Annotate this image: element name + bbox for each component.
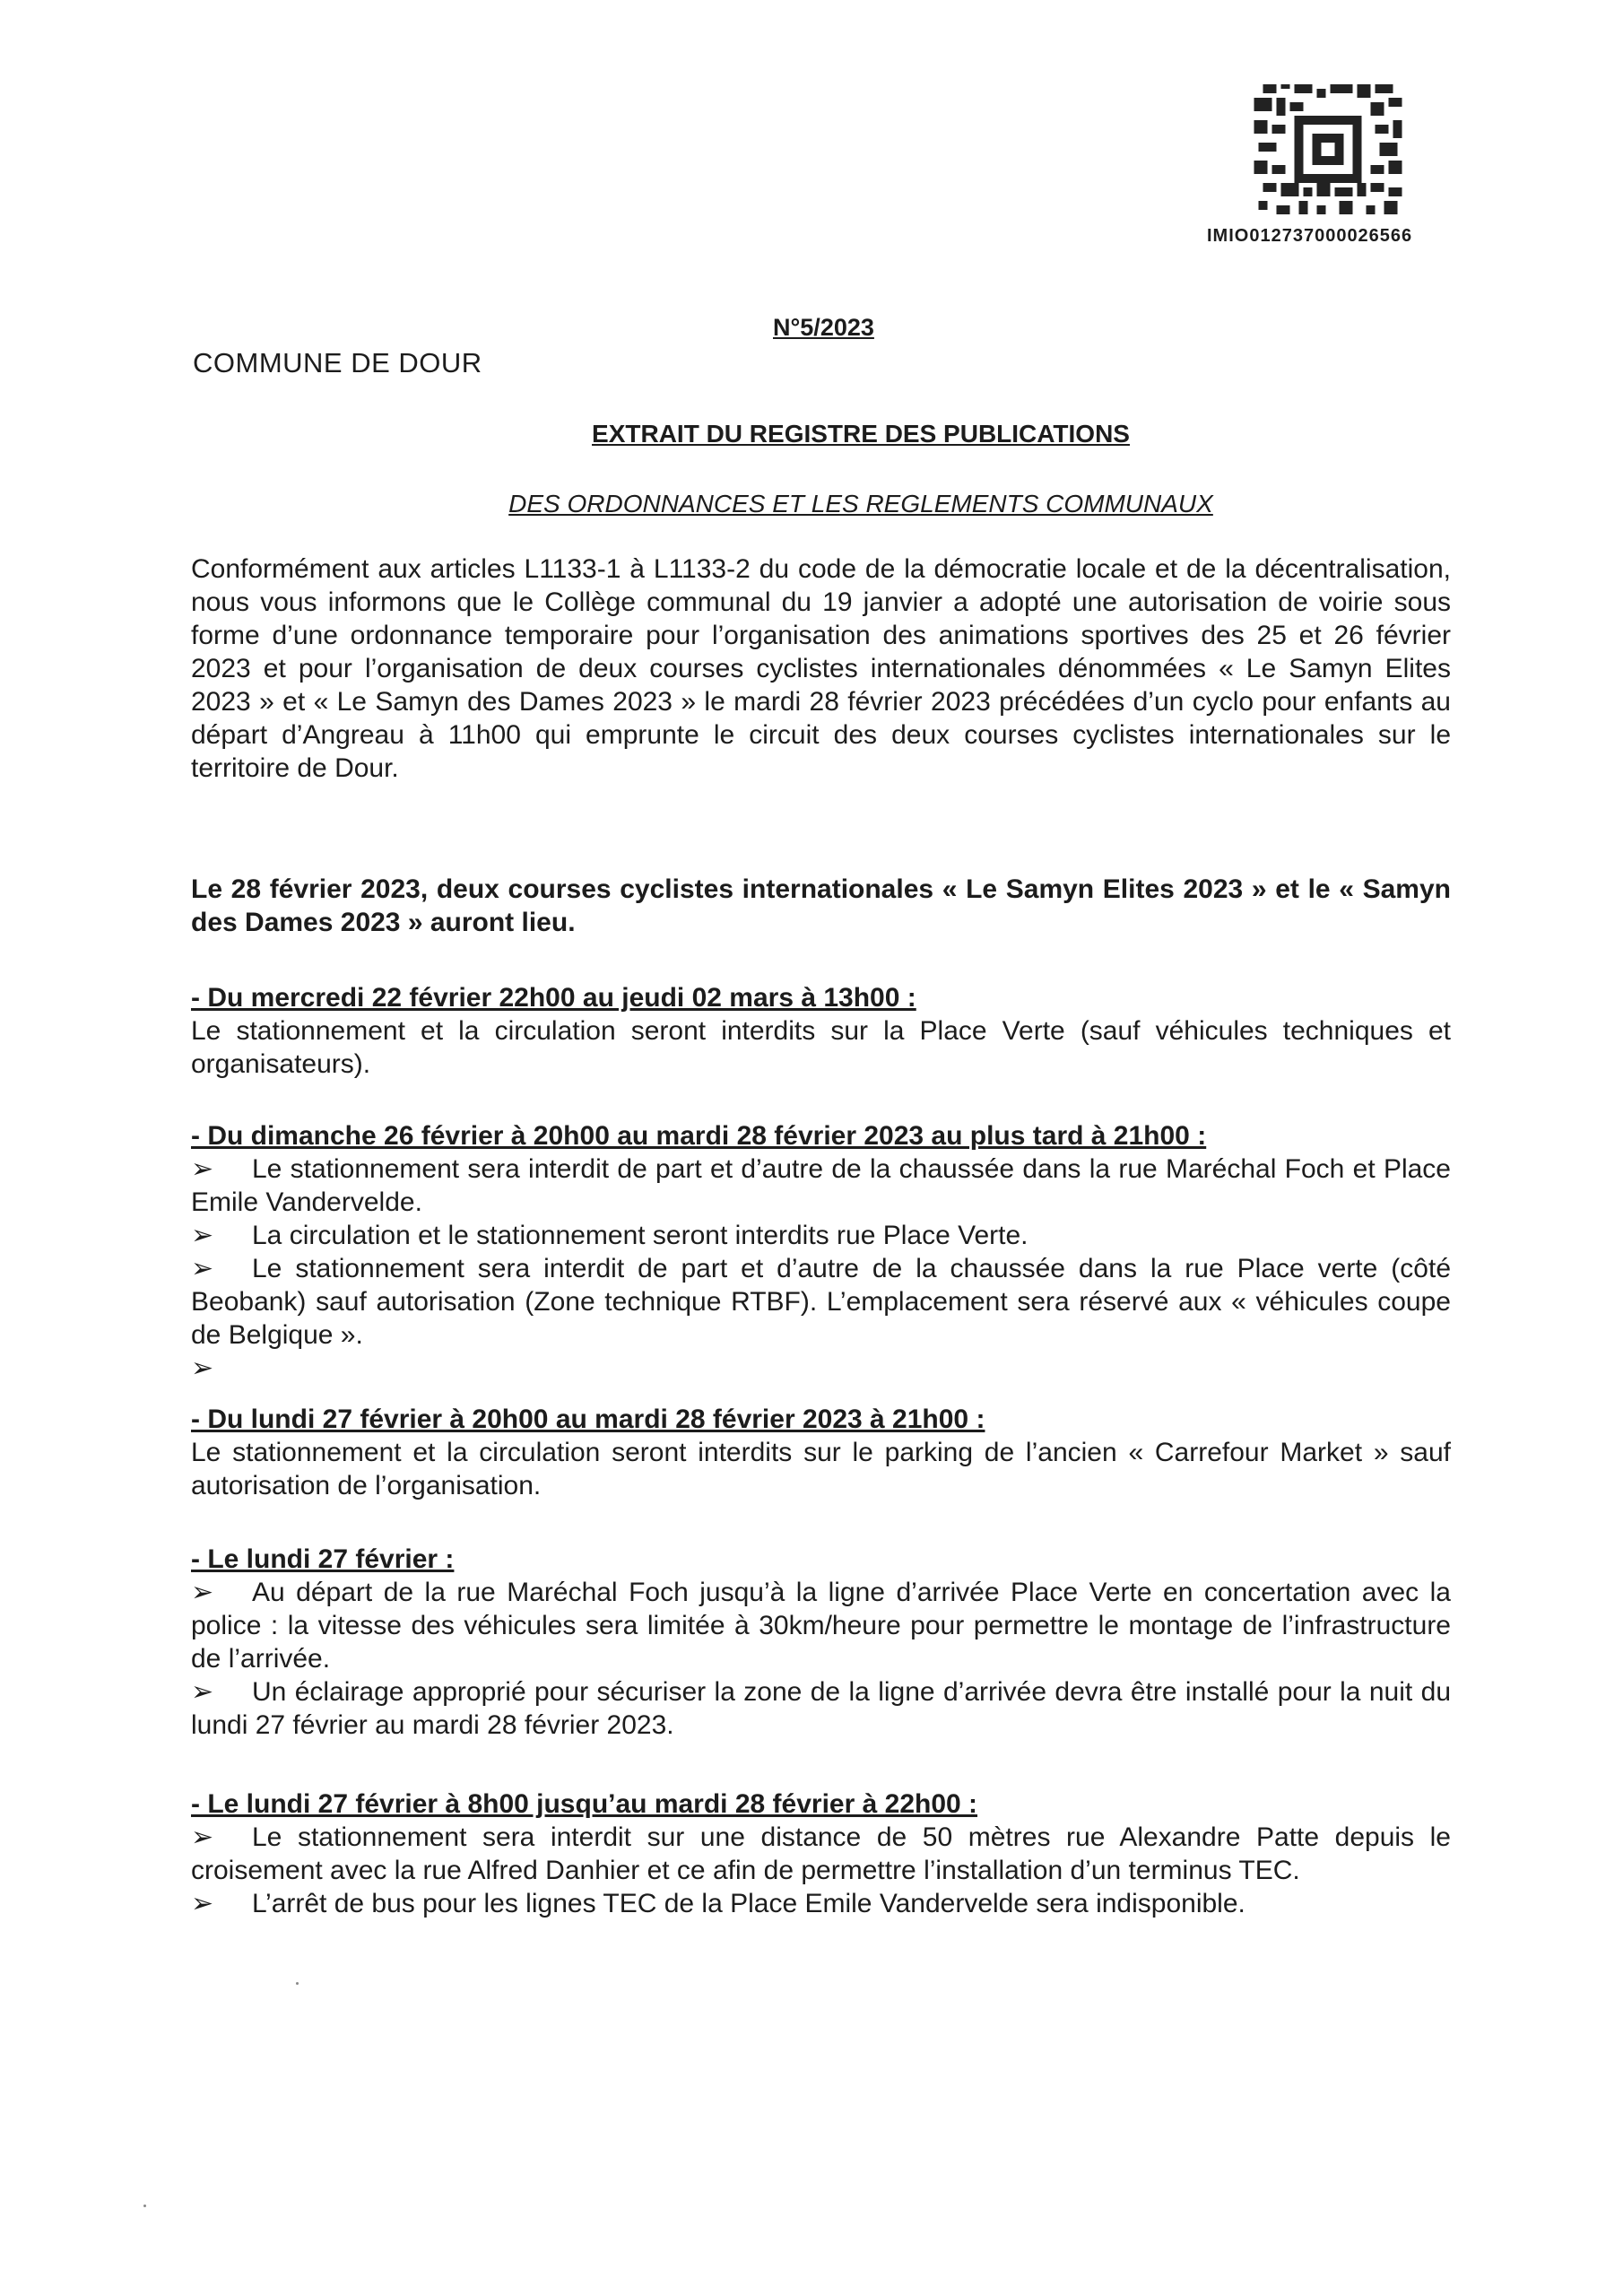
section-heading: - Du lundi 27 février à 20h00 au mardi 28 février 2023 à 21h00 : [191,1405,985,1434]
scan-speck [143,2205,146,2207]
bullet-item [191,1576,1451,1675]
section-text: Le stationnement et la circulation seront interdits sur la Place Verte (sauf véhicules techniques et organisateurs). [191,1016,1451,1079]
arrow-bullet-icon: ➢ [191,1221,214,1250]
arrow-bullet-icon: ➢ [191,1353,214,1383]
bullet-item [191,1352,1451,1385]
section-1 [191,981,1451,1081]
document-subtitle: DES ORDONNANCES ET LES REGLEMENTS COMMUNAUX [508,490,1213,517]
section-text: Le stationnement et la circulation seront interdits sur le parking de l’ancien « Carrefour Market » sauf autorisation de l’organisation. [191,1438,1451,1500]
arrow-bullet-icon: ➢ [191,1254,214,1283]
bullet-text: La circulation et le stationnement seront interdits rue Place Verte. [252,1221,1028,1250]
section-heading: - Le lundi 27 février : [191,1544,455,1574]
bullet-text: Le stationnement sera interdit de part et d’autre de la chaussée dans la rue Place verte (côté Beobank) sauf autorisation (Zone technique RTBF). L’emplacement sera réservé aux « véhicules coupe de Belgique ». [191,1254,1451,1350]
section-5 [191,1787,1451,1920]
qr-identifier: IMIO012737000026566 [1207,226,1413,246]
bullet-text: L’arrêt de bus pour les lignes TEC de la Place Emile Vandervelde sera indisponible. [252,1889,1245,1918]
highlight-paragraph: Le 28 février 2023, deux courses cyclistes internationales « Le Samyn Elites 2023 » et le « Samyn des Dames 2023 » auront lieu. [191,874,1451,937]
qr-code-icon [1254,84,1402,219]
bullet-item [191,1675,1451,1742]
section-3 [191,1403,1451,1502]
section-heading: - Du mercredi 22 février 22h00 au jeudi 02 mars à 13h00 : [191,983,916,1013]
intro-paragraph: Conformément aux articles L1133-1 à L1133-2 du code de la démocratie locale et de la décentralisation, nous vous informons que le Collège communal du 19 janvier a adopté une autorisation de voirie sous forme d’une ordonnance temporaire pour l’organisation des animations sportives des 25 et 26 février 2023 et pour l’organisation de deux courses cyclistes internationales dénommées « Le Samyn Elites 2023 » et « Le Samyn des Dames 2023 » le mardi 28 février 2023 précédées d’un cyclo pour enfants au départ d’Angreau à 11h00 qui emprunte le circuit des deux courses cyclistes internationales sur le territoire de Dour. [191,554,1451,783]
arrow-bullet-icon: ➢ [191,1578,214,1607]
arrow-bullet-icon: ➢ [191,1822,214,1852]
document-title: EXTRAIT DU REGISTRE DES PUBLICATIONS [592,420,1130,448]
bullet-item [191,1252,1451,1352]
bullet-text: Le stationnement sera interdit sur une distance de 50 mètres rue Alexandre Patte depuis le croisement avec la rue Alfred Danhier et ce afin de permettre l’installation d’un terminus TEC. [191,1822,1451,1885]
bullet-item [191,1887,1451,1920]
bullet-text: Un éclairage approprié pour sécuriser la zone de la ligne d’arrivée devra être installé pour la nuit du lundi 27 février au mardi 28 février 2023. [191,1677,1451,1740]
section-heading: - Le lundi 27 février à 8h00 jusqu’au mardi 28 février à 22h00 : [191,1789,978,1819]
section-2 [191,1119,1451,1385]
commune-name: COMMUNE DE DOUR [193,347,482,378]
section-4 [191,1543,1451,1742]
arrow-bullet-icon: ➢ [191,1677,214,1707]
scan-speck [296,1982,299,1985]
bullet-text: Le stationnement sera interdit de part et d’autre de la chaussée dans la rue Maréchal Foch et Place Emile Vandervelde. [191,1154,1451,1217]
bullet-item [191,1152,1451,1219]
arrow-bullet-icon: ➢ [191,1889,214,1918]
bullet-item [191,1821,1451,1887]
bullet-item [191,1219,1451,1252]
section-heading: - Du dimanche 26 février à 20h00 au mardi 28 février 2023 au plus tard à 21h00 : [191,1121,1207,1151]
publication-number: N°5/2023 [773,314,874,341]
bullet-text: Au départ de la rue Maréchal Foch jusqu’à la ligne d’arrivée Place Verte en concertation avec la police : la vitesse des véhicules sera limitée à 30km/heure pour permettre le montage de l’infrastructure de l’arrivée. [191,1578,1451,1674]
arrow-bullet-icon: ➢ [191,1154,214,1184]
